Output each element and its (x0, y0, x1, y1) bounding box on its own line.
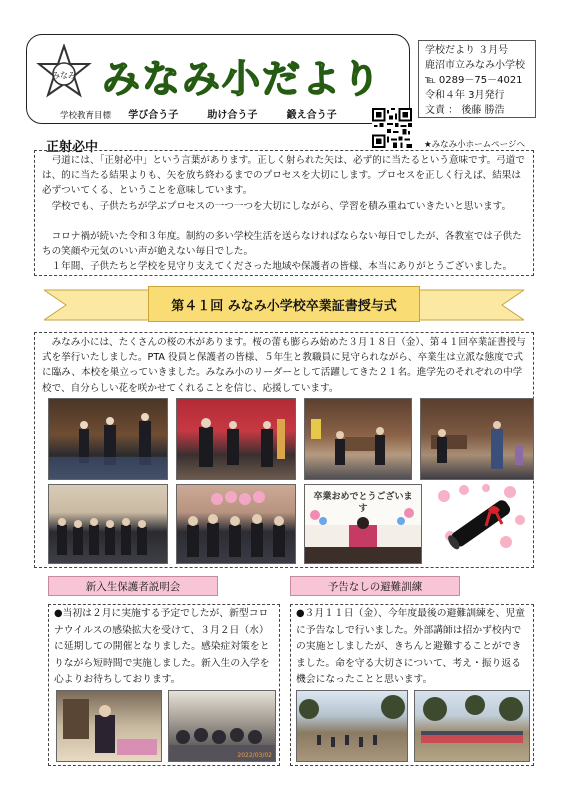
ceremony-photo (420, 398, 534, 480)
photo-date-stamp: 2022/03/02 (237, 752, 272, 759)
drill-text: ●３月１１日（金）、今年度最後の避難訓練を、児童に予告なしで行いました。外部講師は招かず校内での実施としましたが、きちんと避難することができました。命を守る大切さについて、考え・振り返る機会になったことと思います。 (296, 608, 525, 686)
school-name: 鹿沼市立みなみ小学校 (425, 60, 525, 71)
drill-text-wrap (296, 606, 528, 689)
briefing-photo (168, 690, 276, 762)
motto-item: 学び合う子 (128, 110, 179, 121)
graduation-banner-photo (304, 484, 422, 564)
ceremony-photo (176, 398, 296, 480)
ceremony-photo (304, 398, 412, 480)
motto-item: 助け合う子 (207, 110, 258, 121)
paragraph: 学校でも、子供たちが学ぶプロセスの一つ一つを大切にしながら、学習を積み重ねていきたいと思います。 (51, 200, 512, 212)
drill-label: 予告なしの避難訓練 (290, 576, 460, 596)
paragraph: コロナ禍が続いた令和３年度。制約の多い学校生活を送らなければならない毎日でしたが、各教室では子供たちの笑顔や元気のいい声が絶えない毎日でした。 (42, 230, 522, 258)
graduation-banner-text: 卒業おめでとうございます (313, 492, 413, 514)
ceremony-photo (176, 484, 296, 564)
drill-photo (414, 690, 530, 762)
author: 文責 ： 後藤 勝浩 (425, 105, 505, 116)
issue-number: 学校だより ３月号 (425, 45, 509, 56)
diploma-illustration (430, 480, 530, 560)
section-heading: 正射必中 (46, 140, 99, 155)
briefing-text: ●当初は２月に実施する予定でしたが、新型コロナウイルスの感染拡大を受けて、３月２日（水）に延期しての開催となりました。感染症対策をとりながら短時間で実施しました。新入生の入学を心よりお待ちしております。 (54, 608, 270, 686)
message-text (42, 153, 530, 274)
issue-date: 令和４年 3月発行 (425, 90, 505, 101)
ceremony-text-wrap (42, 335, 530, 396)
briefing-photo (56, 690, 162, 762)
motto-label: 学校教育目標 (60, 111, 112, 121)
paragraph-spacer (42, 214, 530, 229)
ceremony-title: 第４１回 みなみ小学校卒業証書授与式 (148, 286, 420, 322)
school-emblem (36, 44, 92, 100)
briefing-text-wrap (54, 606, 276, 689)
ceremony-photo (48, 398, 168, 480)
emblem-text: みなみ (52, 71, 76, 80)
briefing-label: 新入生保護者説明会 (48, 576, 218, 596)
paragraph: １年間、子供たちと学校を見守り支えてくださった地域や保護者の皆様、本当にありがとうございました。 (51, 261, 513, 273)
qr-code-icon[interactable] (372, 108, 412, 148)
motto-item: 鍛え合う子 (286, 110, 337, 121)
homepage-link[interactable]: ★みなみ小ホームページへ (424, 140, 525, 150)
newsletter-title: みなみ小だより (102, 57, 383, 101)
paragraph: 弓道には、「正射必中」という言葉があります。正しく射られた矢は、必ず的に当たるという意味です。弓道では、的に当たる結果よりも、矢を放ち終わるまでのプロセスを大切にします。プロセスを正しく行えば、結果は必ずついてくる、ということを意味しています。 (42, 155, 525, 197)
school-motto (60, 106, 363, 121)
drill-photo (296, 690, 408, 762)
ceremony-text: みなみ小には、たくさんの桜の木があります。桜の蕾も膨らみ始めた３月１８日（金）、第４１回卒業証書授与式を挙行いたしました。PTA 役員と保護者の皆様、５年生と教職員に見守られながら、卒業生は立派な態度で式に臨み、本校を巣立っていきました。みなみ小のリーダーとして活躍してきた２１名。進学先のそれぞれの中学校で、自分らしい花を咲かせてくれることを信じ、応援しています。 (42, 337, 526, 394)
ceremony-photo (48, 484, 168, 564)
phone-number: ℡ 0289－75－4021 (425, 75, 523, 86)
issue-info (418, 40, 536, 118)
